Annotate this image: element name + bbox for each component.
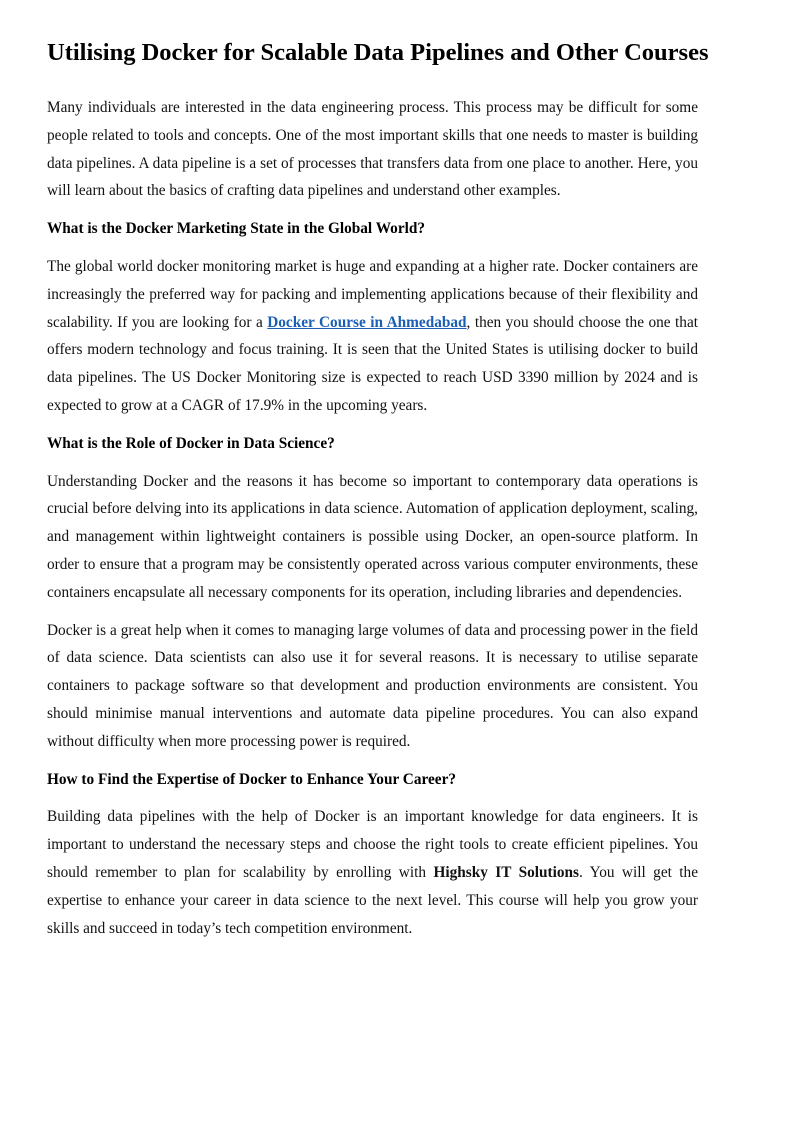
docker-course-link[interactable]: Docker Course in Ahmedabad <box>267 313 467 331</box>
career-text-before-bold: Building data pipelines with the help of Docker is an important knowledge for data engineers. It is important to understand the necessary steps and choose the right tools to create efficient pipelines. You should remember to plan for scalability by enrolling with <box>47 808 698 881</box>
role-paragraph-2: Docker is a great help when it comes to managing large volumes of data and processing power in the field of data science. Data scientists can also use it for several reasons. It is necessary to utilise separate containers to package software so that development and production environments are consistent. You should minimise manual interventions and automate data pipeline procedures. You can also expand without difficulty when more processing power is required. <box>47 621 698 750</box>
market-text-after-link: , then you should choose the one that offers modern technology and focus training. It is seen that the United States is utilising docker to build data pipelines. The US Docker Monitoring size is expected to reach USD 3390 million by 2024 and is expected to grow at a CAGR of 17.9% in the upcoming years. <box>47 313 698 414</box>
section-heading-career: How to Find the Expertise of Docker to Enhance Your Career? <box>47 770 457 788</box>
career-text-after-bold: . You will get the expertise to enhance your career in data science to the next level. This course will help you grow your skills and succeed in today’s tech competition environment. <box>47 863 698 937</box>
career-paragraph <box>47 803 698 942</box>
role-paragraph-1: Understanding Docker and the reasons it has become so important to contemporary data operations is crucial before delving into its applications in data science. Automation of application deployment, scaling, and management within lightweight containers is possible using Docker, an open-source platform. In order to ensure that a program may be consistently operated across various computer environments, these containers encapsulate all necessary components for its operation, including libraries and dependencies. <box>47 472 698 601</box>
intro-paragraph: Many individuals are interested in the data engineering process. This process may be difficult for some people related to tools and concepts. One of the most important skills that one needs to master is building data pipelines. A data pipeline is a set of processes that transfers data from one place to another. Here, you will learn about the basics of crafting data pipelines and understand other examples. <box>47 99 698 200</box>
section-heading-market: What is the Docker Marketing State in the Global World? <box>47 220 426 238</box>
market-text-before-link: The global world docker monitoring market is huge and expanding at a higher rate. Docker containers are increasingly the preferred way for packing and implementing applications because of their flexibility and scalability. If you are looking for a <box>47 257 698 331</box>
page-title: Utilising Docker for Scalable Data Pipelines and Other Courses <box>47 39 709 66</box>
market-paragraph <box>47 253 698 420</box>
section-heading-role: What is the Role of Docker in Data Science? <box>47 434 335 452</box>
company-name: Highsky IT Solutions <box>433 863 579 881</box>
